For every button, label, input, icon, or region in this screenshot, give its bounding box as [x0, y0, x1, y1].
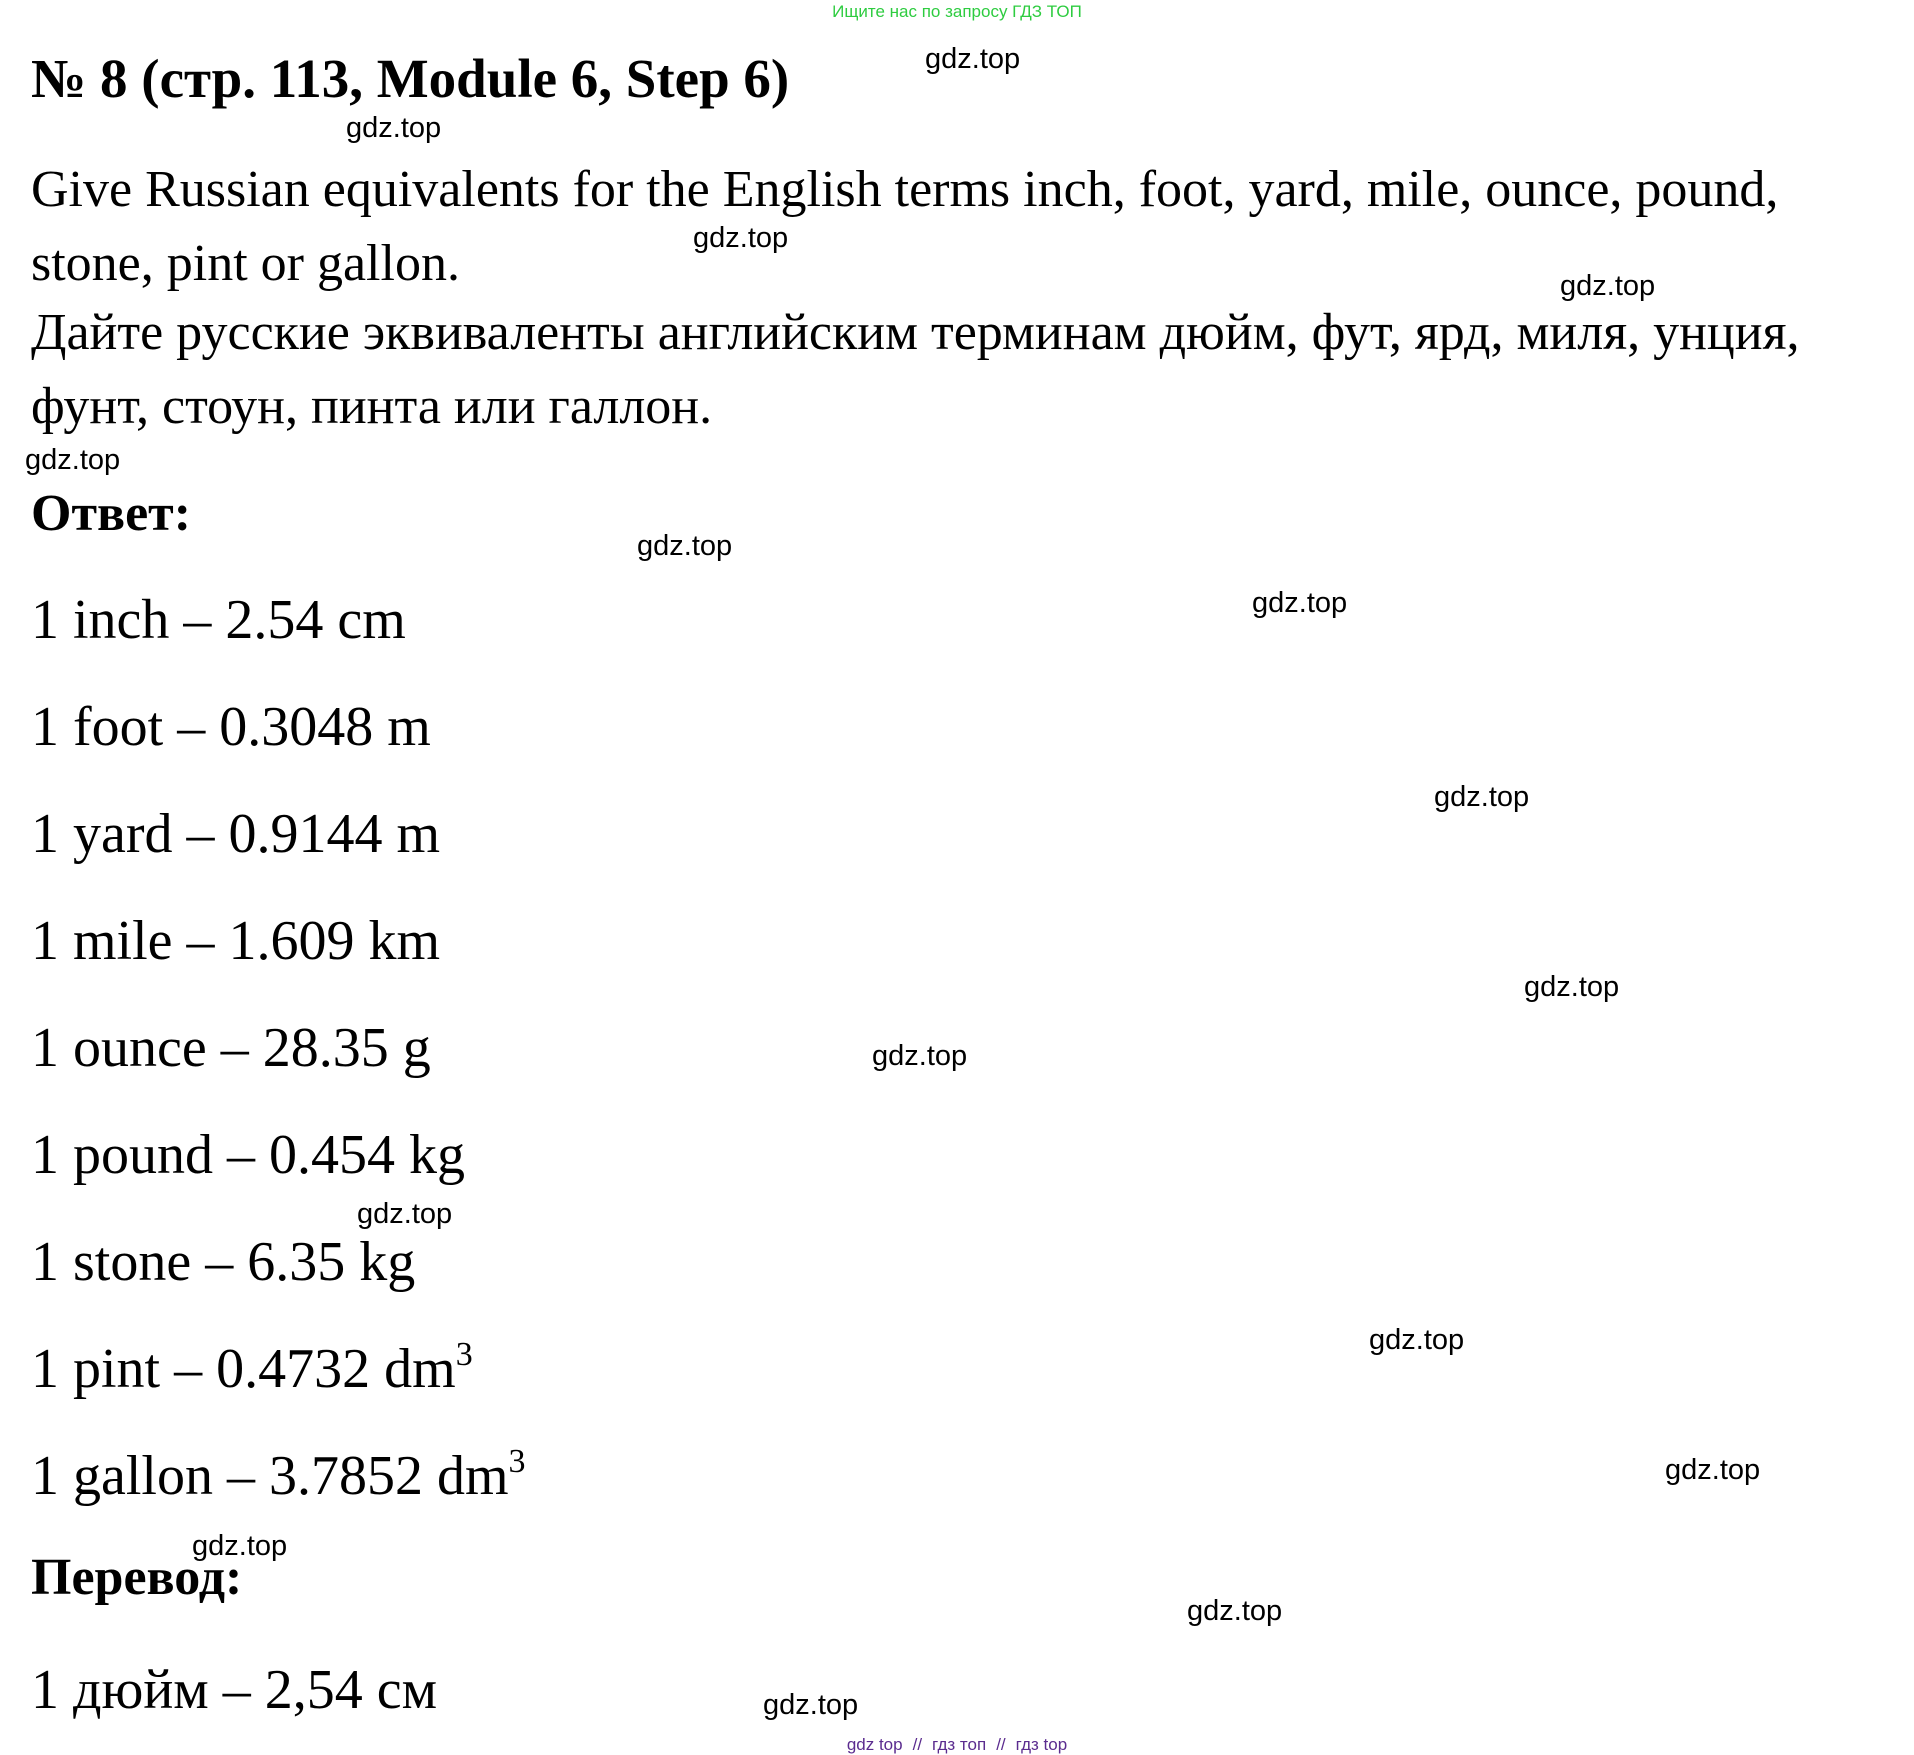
watermark: gdz.top: [1187, 1595, 1283, 1627]
watermark: gdz.top: [192, 1530, 288, 1562]
footer-links: [0, 1735, 1914, 1755]
watermark: gdz.top: [357, 1198, 453, 1230]
answer-row-text: 1 ounce – 28.35 g: [31, 1017, 431, 1079]
translation-row: [31, 1655, 437, 1725]
answer-row-text: 1 mile – 1.609 km: [31, 910, 441, 972]
watermark: gdz.top: [25, 444, 121, 476]
answer-heading: Ответ:: [31, 485, 192, 542]
answer-row-text: 1 inch – 2.54 cm: [31, 589, 406, 651]
answer-row: [31, 799, 440, 869]
footer-separator: //: [912, 1735, 923, 1754]
instruction-english: Give Russian equivalents for the English terms inch, foot, yard, mile, ounce, pound, stone, pint or gallon.: [31, 161, 1779, 292]
watermark: gdz.top: [637, 530, 733, 562]
watermark: gdz.top: [925, 43, 1021, 75]
answer-row-text: 1 foot – 0.3048 m: [31, 696, 431, 758]
footer-link[interactable]: гдз top: [1015, 1735, 1068, 1754]
answer-row: [31, 1441, 526, 1511]
answer-row-text: 1 stone – 6.35 kg: [31, 1231, 416, 1293]
watermark: gdz.top: [1665, 1454, 1761, 1486]
watermark: gdz.top: [872, 1040, 968, 1072]
watermark: gdz.top: [346, 112, 442, 144]
answer-row-text: 1 yard – 0.9144 m: [31, 803, 441, 865]
answer-row: [31, 1334, 473, 1404]
translation-heading: Перевод:: [31, 1549, 243, 1606]
answer-row-text: 1 pint – 0.4732 dm: [31, 1338, 456, 1400]
watermark: gdz.top: [1434, 781, 1530, 813]
watermark: gdz.top: [1524, 971, 1620, 1003]
instruction-russian: Дайте русские эквиваленты английским терминам дюйм, фут, ярд, миля, унция, фунт, стоун, пинта или галлон.: [31, 304, 1800, 435]
answer-row: [31, 1227, 415, 1297]
answer-row: [31, 692, 431, 762]
watermark: gdz.top: [1369, 1324, 1465, 1356]
answer-row-sup: 3: [508, 1443, 526, 1480]
answer-row: [31, 906, 440, 976]
watermark: gdz.top: [1560, 270, 1656, 302]
watermark: gdz.top: [763, 1689, 859, 1721]
footer-link[interactable]: гдз топ: [932, 1735, 987, 1754]
answer-row-text: 1 pound – 0.454 kg: [31, 1124, 465, 1186]
answer-row-text: 1 gallon – 3.7852 dm: [31, 1445, 509, 1507]
footer-separator: //: [996, 1735, 1006, 1754]
answer-row: [31, 585, 406, 655]
page-title: № 8 (стр. 113, Module 6, Step 6): [31, 48, 790, 109]
watermark: gdz.top: [693, 222, 789, 254]
answer-row: [31, 1120, 465, 1190]
top-banner: Ищите нас по запросу ГДЗ ТОП: [832, 2, 1082, 21]
translation-row-text: 1 дюйм – 2,54 см: [31, 1659, 438, 1721]
watermark: gdz.top: [1252, 587, 1348, 619]
answer-row-sup: 3: [455, 1336, 473, 1373]
answer-row: [31, 1013, 431, 1083]
footer-link[interactable]: gdz top: [846, 1735, 903, 1754]
